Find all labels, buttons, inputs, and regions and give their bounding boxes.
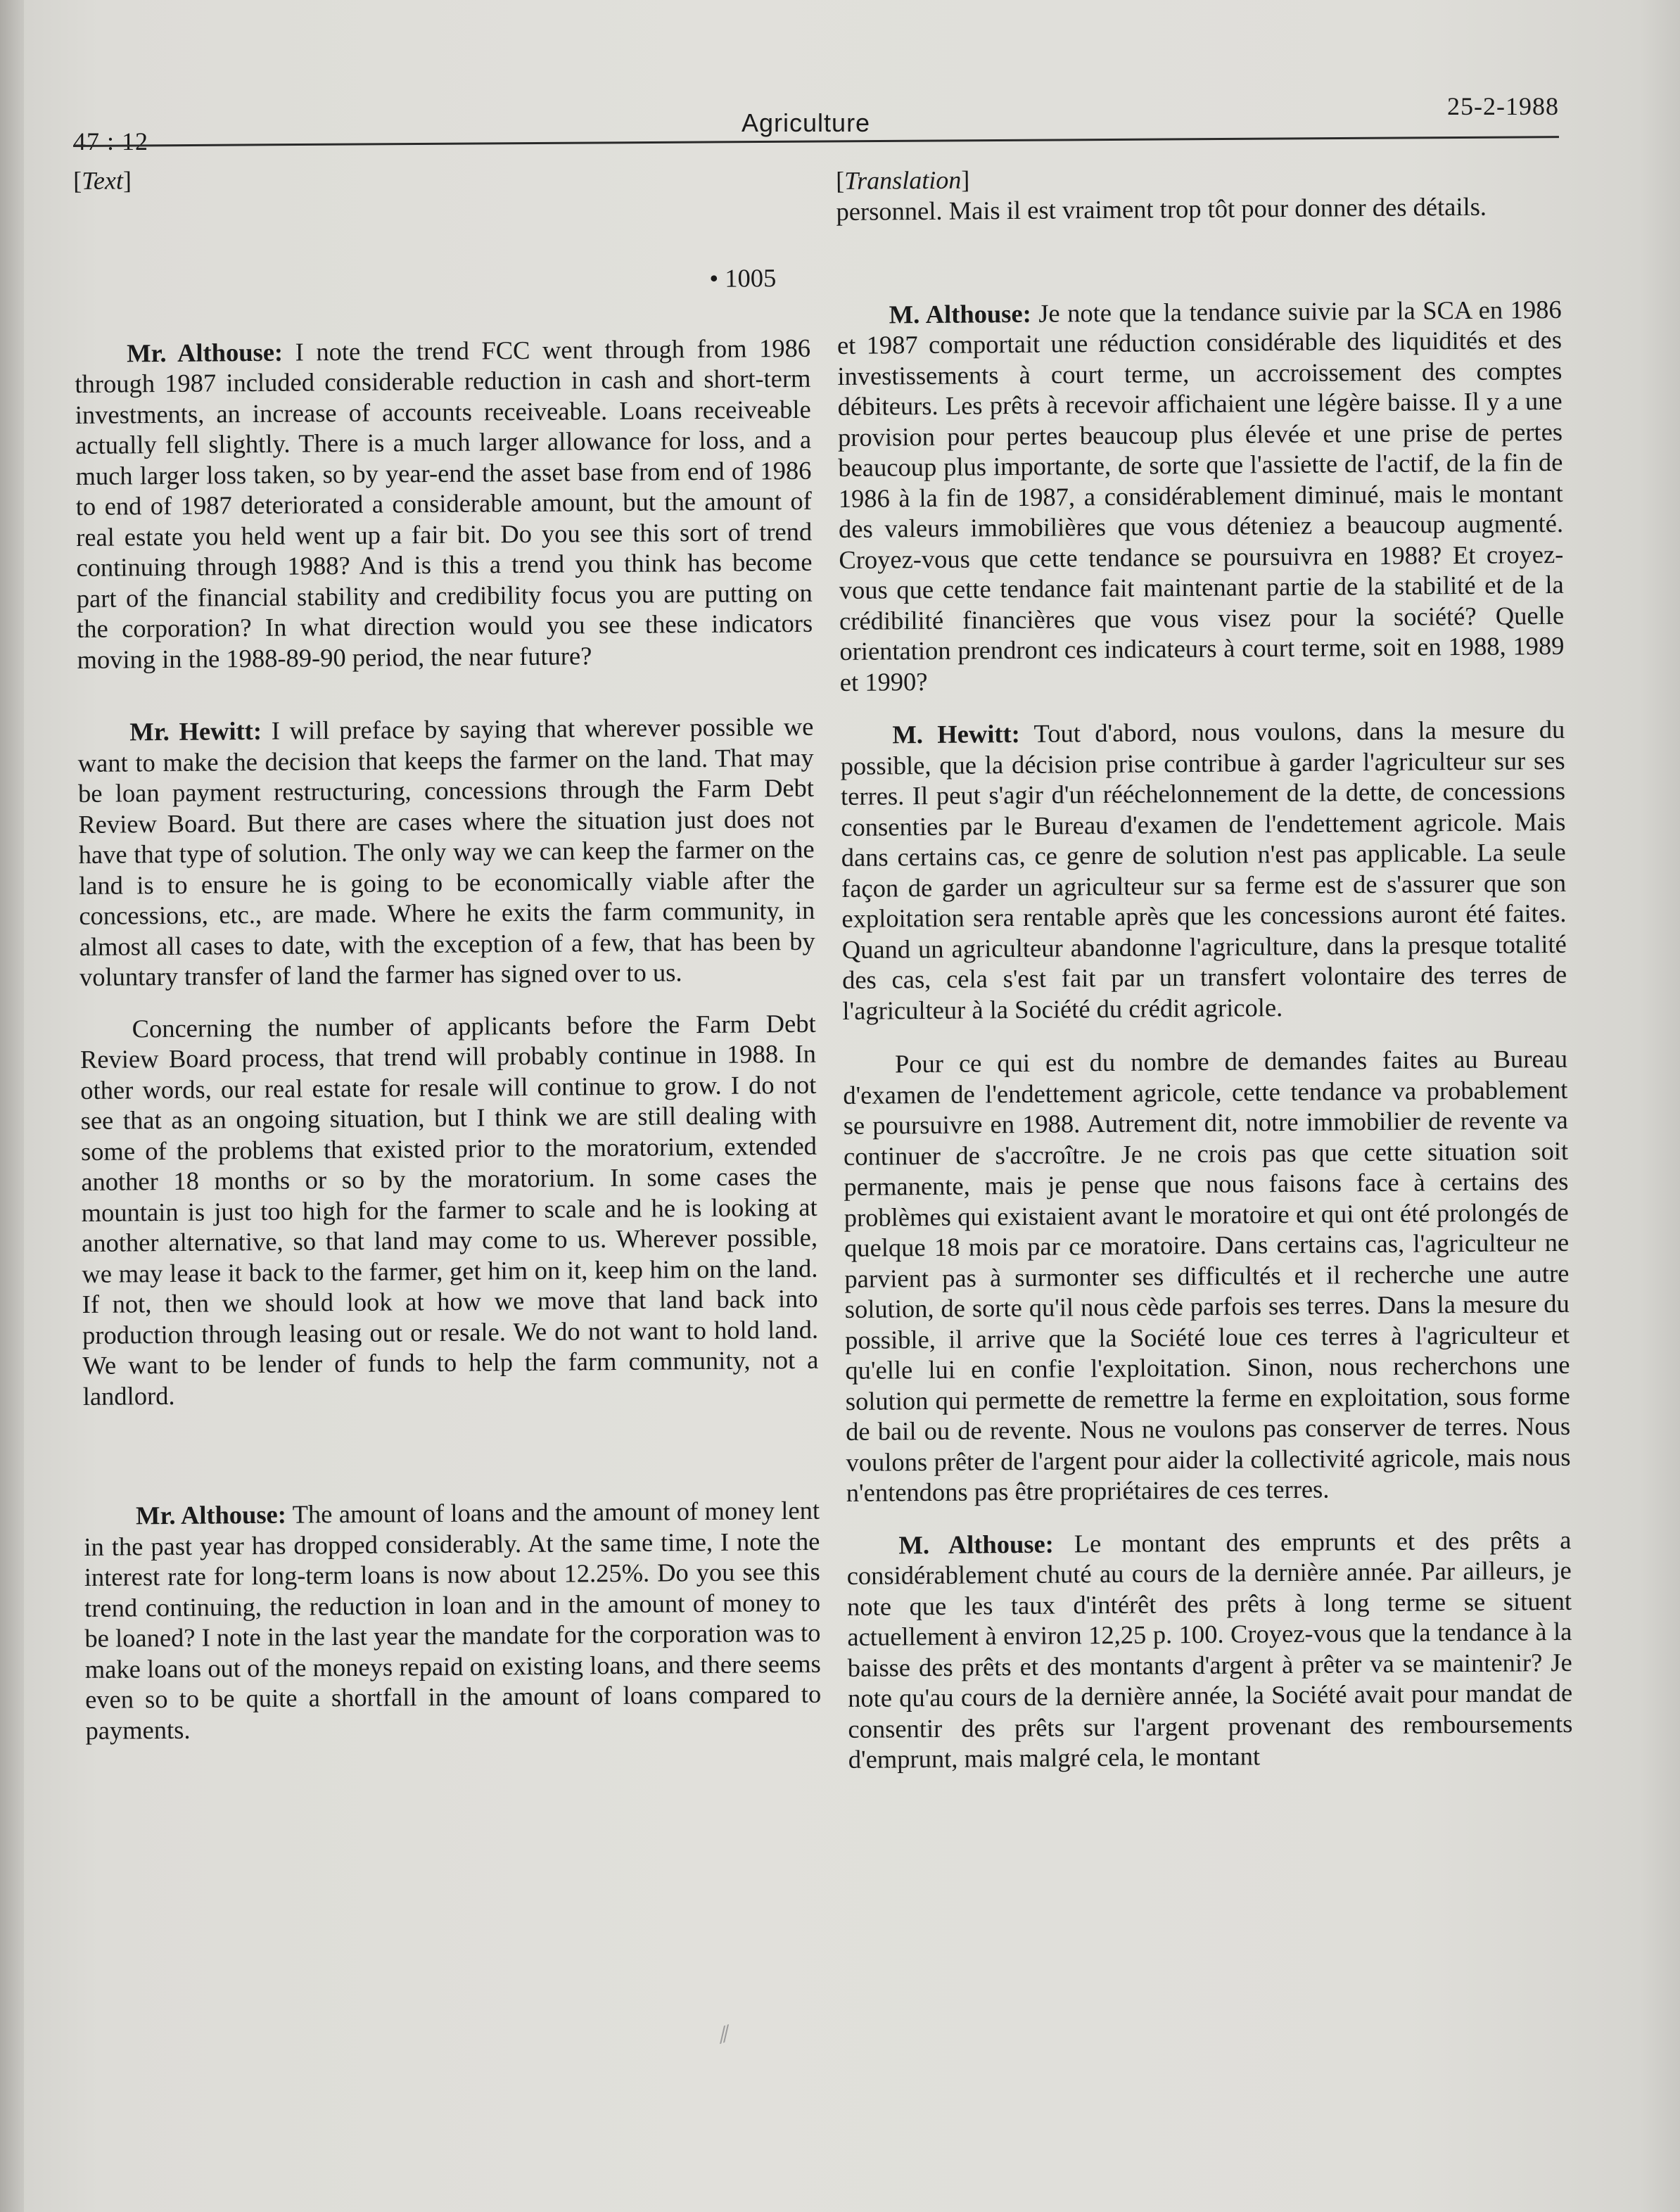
english-column bbox=[73, 160, 822, 1746]
paragraph bbox=[84, 1495, 822, 1746]
paragraph bbox=[75, 332, 813, 675]
paragraph bbox=[846, 1524, 1573, 1774]
column-heading-translation: [Translation] bbox=[836, 165, 970, 195]
paragraph bbox=[79, 1008, 818, 1411]
paragraph-text: I will preface by saying that wherever possible we want to make the decision that keeps the farmer on the land. That may be loan payment restructuring, concessions through the Farm Debt Review Board. But there are cases where the situation just does not have that type of solution. The only way we can keep the farmer on the land is to ensure he is going to be economically viable after the concessions, etc., are made. Where he exits the farm community, in almost all cases to date, with the exception of a few, that has been by voluntary transfer of land the farmer has signed over to us. bbox=[77, 711, 815, 991]
paragraph-text: Je note que la tendance suivie par la SCA en 1986 et 1987 comportait une réduction considérable des liquidités et des investissements à court terme, un accroissement des comptes débiteurs. Les prêts à recevoir affichaient une légère baisse. Il y a une provision pour pertes beaucoup plus élevée et une prise de pertes beaucoup plus importante, de sorte que l'assiette de l'actif, de la fin de 1986 à la fin de 1987, a considérablement diminué, mais le montant des valeurs immobilières que vous déteniez a beaucoup augmenté. Croyez-vous que cette tendance se poursuivra en 1988? Et croyez-vous que cette tendance fait maintenant partie de la stabilité et de la crédibilité financières que vous visez pour la société? Quelle orientation prendront ces indicateurs à court terme, soit en 1988, 1989 et 1990? bbox=[836, 294, 1565, 697]
page-date: 25-2-1988 bbox=[1447, 92, 1559, 120]
speaker-name: M. Hewitt: bbox=[892, 718, 1021, 749]
paragraph-text: The amount of loans and the amount of money lent in the past year has dropped considerably. At the same time, I note the interest rate for long-term loans is now about 12.25%. Do you see this trend continuing, the reduction in loan and in the amount of money to be loaned? I note in the last year the mandate for the corporation was to make loans out of the moneys repaid on existing loans, and there seems even so to be quite a shortfall in the amount of loans compared to payments. bbox=[84, 1495, 822, 1745]
paragraph bbox=[836, 293, 1564, 697]
speaker-name: Mr. Hewitt: bbox=[129, 716, 262, 746]
speaker-name: Mr. Althouse: bbox=[126, 337, 284, 367]
paragraph-text: I note the trend FCC went through from 1986 through 1987 included considerable reduction in cash and short-term investments, an increase of accounts receiveable. Loans receiveable actually fell slightly. There is a much larger allowance for loss, and a much larger loss taken, so by year-end the asset base from end of 1986 to end of 1987 deteriorated a considerable amount, but the amount of real estate you held went up a fair bit. Do you see this sort of trend continuing through 1988? And is this a trend you think has become part of the financial stability and credibility focus you are putting on the corporation? In what direction would you see these indicators moving in the 1988-89-90 period, the near future? bbox=[75, 333, 813, 674]
page-number: 47 : 12 bbox=[73, 127, 149, 155]
page-title: Agriculture bbox=[742, 108, 871, 137]
column-heading-label: Translation bbox=[844, 165, 962, 195]
speaker-name: M. Althouse: bbox=[889, 298, 1031, 329]
speaker-name: Mr. Althouse: bbox=[135, 1499, 287, 1530]
paragraph bbox=[836, 191, 1560, 227]
time-mark: • 1005 bbox=[709, 263, 777, 293]
paragraph-text: Concerning the number of applicants before the Farm Debt Review Board process, that trend will probably continue in 1988. In other words, our real estate for resale will continue to grow. I do not see that as an ongoing situation, but I think we are still dealing with some of the problems that existed prior to the moratorium, extended another 18 months or so by the moratorium. In some cases the mountain is just too high for the farmer to scale and he is looking at another alternative, so that land may come to us. Wherever possible, we may lease it back to the farmer, get him on it, keep him on the land. If not, then we should look at how we move that land back into production through leasing out or resale. We do not want to hold land. We want to be lender of funds to help the farm community, not a landlord. bbox=[79, 1008, 819, 1411]
french-column bbox=[836, 160, 1573, 1775]
paragraph bbox=[77, 711, 815, 993]
paragraph-text: personnel. Mais il est vraiment trop tôt pour donner des détails. bbox=[836, 191, 1487, 226]
paragraph-text: Le montant des emprunts et des prêts a considérablement chuté au cours de la dernière année. Par ailleurs, je note que les taux d'intérêt des prêts à long terme se situent actuellement à environ 12,25 p. 100. Croyez-vous que la tendance à la baisse des prêts et des montants d'argent à prêter va se maintenir? Je note qu'au cours de la dernière année, la Société avait pour mandat de consentir des prêts sur l'argent provenant des remboursements d'emprunt, mais malgré cela, le montant bbox=[846, 1525, 1573, 1774]
paragraph-text: Pour ce qui est du nombre de demandes faites au Bureau d'examen de l'endettement agricole, cette tendance va probablement se poursuivre en 1988. Autrement dit, notre immobilier de revente va continuer de s'accroître. Je ne crois pas que cette situation soit permanente, mais je pense que nous faisons face à certains des problèmes qui existaient avant le moratoire et qui ont été prolongés de quelque 18 mois par ce moratoire. Dans certains cas, l'agriculteur ne parvient pas à surmonter ses difficultés et il recherche une autre solution, de sorte qu'il nous cède parfois ses terres. Dans la mesure du possible, il arrive que la Société loue ces terres à l'agriculteur et qu'elle lui en confie l'exploitation. Sinon, nous recherchons une solution qui permette de remettre la ferme en exploitation, sous forme de bail ou de revente. Nous ne voulons pas conserver de terres. Nous voulons prêter de l'argent pour aider la collectivité agricole, mais nous n'entendons pas être propriétaires de ces terres. bbox=[843, 1043, 1571, 1507]
speaker-name: M. Althouse: bbox=[898, 1529, 1055, 1559]
column-heading-label: Text bbox=[82, 166, 124, 195]
paragraph-text: Tout d'abord, nous voulons, dans la mesure du possible, que la décision prise contribue à garder l'agriculteur sur ses terres. Il peut s'agir d'un rééchelonnement de la dette, de concessions consenties par le Bureau d'examen de l'endettement agricole. Mais dans certains cas, ce genre de solution n'est pas applicable. La seule façon de garder un agriculteur sur sa ferme est de s'assurer que son exploitation sera rentable après que les concessions auront été faites. Quand un agriculteur abandonne l'agriculture, dans la presque totalité des cas, cela s'est fait par un transfert volontaire des terres de l'agriculteur à la Société du crédit agricole. bbox=[840, 714, 1567, 1025]
paragraph bbox=[840, 714, 1567, 1026]
column-heading-text: [Text] bbox=[73, 166, 132, 195]
paragraph bbox=[843, 1043, 1571, 1508]
pencil-mark: ⁄⁄ bbox=[717, 2022, 732, 2048]
